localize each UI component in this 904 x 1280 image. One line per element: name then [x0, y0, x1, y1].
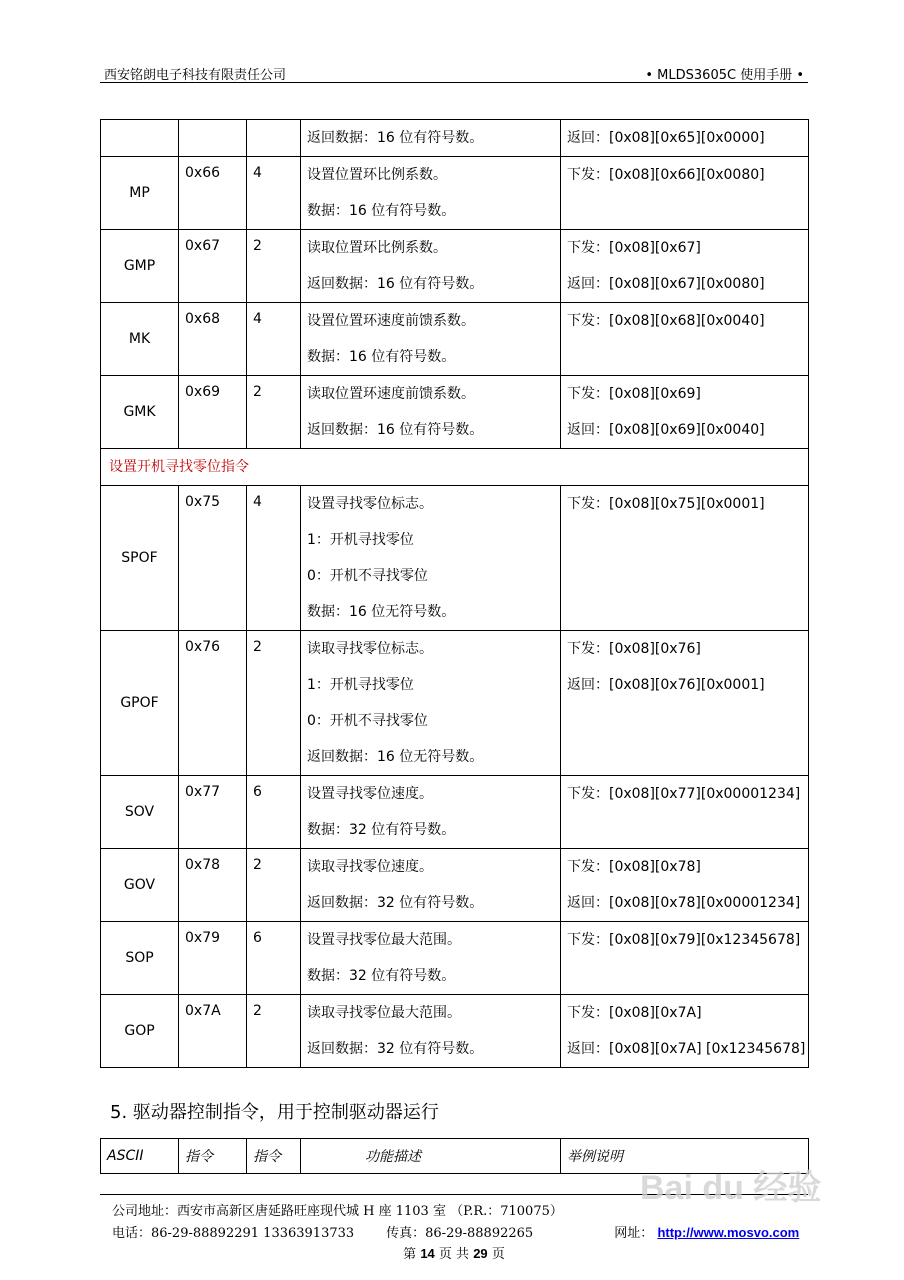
company-name: 西安铭朗电子科技有限责任公司	[104, 68, 287, 83]
description-cell-line: 返回数据：16 位有符号数。	[307, 422, 484, 438]
footer-web-label: 网址：	[614, 1226, 654, 1241]
command-code: 0x79	[179, 922, 247, 995]
description-cell-line: 1：开机寻找零位	[307, 677, 414, 693]
table-row	[101, 995, 809, 1068]
header-code: 指令	[179, 1139, 247, 1174]
command-name: MK	[101, 303, 179, 376]
table-row	[101, 157, 809, 230]
description-cell	[301, 849, 561, 922]
header-ascii: ASCII	[101, 1139, 179, 1174]
description-cell-line: 设置寻找零位速度。	[307, 786, 433, 802]
command-name: MP	[101, 157, 179, 230]
empty-cell	[179, 120, 247, 157]
example-cell	[561, 995, 809, 1068]
empty-cell	[101, 120, 179, 157]
example-cell	[561, 631, 809, 776]
command-length: 2	[247, 230, 301, 303]
command-code: 0x69	[179, 376, 247, 449]
total-pages: 29	[473, 1246, 488, 1261]
command-length: 6	[247, 922, 301, 995]
example-cell-line: 下发：[0x08][0x7A]	[567, 1005, 702, 1021]
command-length: 2	[247, 376, 301, 449]
command-table	[100, 119, 809, 1068]
example-cell-line: 下发：[0x08][0x68][0x0040]	[567, 313, 765, 329]
example-cell-line: 返回：[0x08][0x67][0x0080]	[567, 276, 765, 292]
page-header	[100, 60, 808, 83]
command-name: SOV	[101, 776, 179, 849]
command-name: GMK	[101, 376, 179, 449]
command-code: 0x76	[179, 631, 247, 776]
command-name: SPOF	[101, 486, 179, 631]
description-cell-line: 1：开机寻找零位	[307, 532, 414, 548]
description-cell-line: 读取位置环速度前馈系数。	[307, 386, 475, 402]
example-cell-line: 返回：[0x08][0x78][0x00001234]	[567, 895, 801, 911]
description-cell	[301, 776, 561, 849]
footer-phone: 电话：86-29-88892291 13363913733	[112, 1226, 355, 1241]
description-cell	[301, 486, 561, 631]
description-cell-line: 数据：16 位有符号数。	[307, 203, 456, 219]
description-cell-line: 返回数据：32 位有符号数。	[307, 1041, 484, 1057]
description-cell-line: 数据：32 位有符号数。	[307, 822, 456, 838]
description-cell	[301, 995, 561, 1068]
description-cell-line: 读取寻找零位最大范围。	[307, 1005, 461, 1021]
description-cell	[301, 120, 561, 157]
section-row	[101, 449, 809, 486]
example-cell-line: 下发：[0x08][0x79][0x12345678]	[567, 932, 801, 948]
example-cell-line: 返回：[0x08][0x7A] [0x12345678]	[567, 1041, 806, 1057]
command-code: 0x66	[179, 157, 247, 230]
description-cell-line: 设置寻找零位最大范围。	[307, 932, 461, 948]
command-name: GPOF	[101, 631, 179, 776]
website-link[interactable]: http://www.mosvo.com	[657, 1225, 800, 1240]
command-code: 0x7A	[179, 995, 247, 1068]
command-name: GOV	[101, 849, 179, 922]
example-cell	[561, 486, 809, 631]
table-row	[101, 376, 809, 449]
example-cell	[561, 776, 809, 849]
description-cell-line: 读取位置环比例系数。	[307, 240, 447, 256]
header-len: 指令	[247, 1139, 301, 1174]
command-name: GMP	[101, 230, 179, 303]
table-row	[101, 120, 809, 157]
command-length: 4	[247, 486, 301, 631]
description-cell	[301, 376, 561, 449]
example-cell	[561, 303, 809, 376]
example-cell	[561, 230, 809, 303]
example-cell-line: 返回：[0x08][0x65][0x0000]	[567, 130, 765, 146]
example-cell-line: 下发：[0x08][0x66][0x0080]	[567, 167, 765, 183]
footer-contact	[112, 1222, 799, 1241]
table-row	[101, 303, 809, 376]
header-example: 举例说明	[561, 1139, 809, 1174]
current-page: 14	[420, 1246, 435, 1261]
description-cell	[301, 230, 561, 303]
command-length: 2	[247, 631, 301, 776]
description-cell-line: 设置寻找零位标志。	[307, 496, 433, 512]
description-cell-line: 数据：32 位有符号数。	[307, 968, 456, 984]
description-cell-line: 0：开机不寻找零位	[307, 713, 428, 729]
description-cell-line: 数据：16 位无符号数。	[307, 604, 456, 620]
command-code: 0x68	[179, 303, 247, 376]
example-cell-line: 下发：[0x08][0x78]	[567, 859, 701, 875]
description-cell	[301, 157, 561, 230]
command-length: 4	[247, 157, 301, 230]
description-cell-line: 返回数据：16 位有符号数。	[307, 130, 484, 146]
description-cell-line: 返回数据：16 位有符号数。	[307, 276, 484, 292]
example-cell	[561, 120, 809, 157]
section-5-title: 5. 驱动器控制指令，用于控制驱动器运行	[110, 1102, 439, 1123]
header-desc: 功能描述	[301, 1139, 561, 1174]
example-cell	[561, 376, 809, 449]
command-length: 2	[247, 849, 301, 922]
description-cell-line: 读取寻找零位速度。	[307, 859, 433, 875]
description-cell-line: 设置位置环速度前馈系数。	[307, 313, 475, 329]
example-cell	[561, 922, 809, 995]
command-code: 0x67	[179, 230, 247, 303]
description-cell	[301, 303, 561, 376]
example-cell-line: 下发：[0x08][0x69]	[567, 386, 701, 402]
description-cell-line: 读取寻找零位标志。	[307, 641, 433, 657]
example-cell	[561, 157, 809, 230]
command-code: 0x78	[179, 849, 247, 922]
footer-address: 公司地址：西安市高新区唐延路旺座现代城 H 座 1103 室 （P.R.：710075）	[112, 1204, 563, 1219]
description-cell	[301, 922, 561, 995]
command-code: 0x75	[179, 486, 247, 631]
table-row	[101, 849, 809, 922]
example-cell-line: 返回：[0x08][0x76][0x0001]	[567, 677, 765, 693]
example-cell-line: 下发：[0x08][0x67]	[567, 240, 701, 256]
example-cell	[561, 849, 809, 922]
watermark-logo: Bai du 经验	[640, 1169, 822, 1207]
description-cell-line: 数据：16 位有符号数。	[307, 349, 456, 365]
empty-cell	[247, 120, 301, 157]
section-label: 设置开机寻找零位指令	[101, 449, 809, 486]
example-cell-line: 下发：[0x08][0x76]	[567, 641, 701, 657]
command-name: GOP	[101, 995, 179, 1068]
description-cell-line: 返回数据：16 位无符号数。	[307, 749, 484, 765]
command-length: 4	[247, 303, 301, 376]
command-length: 6	[247, 776, 301, 849]
command-code: 0x77	[179, 776, 247, 849]
example-cell-line: 下发：[0x08][0x77][0x00001234]	[567, 786, 801, 802]
description-cell	[301, 631, 561, 776]
table-row	[101, 922, 809, 995]
footer-fax: 传真：86-29-88892265	[386, 1226, 534, 1241]
table-row	[101, 776, 809, 849]
page-number: 第 14 页 共 29 页	[403, 1246, 505, 1262]
description-cell-line: 设置位置环比例系数。	[307, 167, 447, 183]
table-row	[101, 486, 809, 631]
description-cell-line: 返回数据：32 位有符号数。	[307, 895, 484, 911]
example-cell-line: 返回：[0x08][0x69][0x0040]	[567, 422, 765, 438]
description-cell-line: 0：开机不寻找零位	[307, 568, 428, 584]
table-row	[101, 631, 809, 776]
command-name: SOP	[101, 922, 179, 995]
table-row	[101, 230, 809, 303]
manual-title: • MLDS3605C 使用手册 •	[645, 68, 804, 83]
command-length: 2	[247, 995, 301, 1068]
example-cell-line: 下发：[0x08][0x75][0x0001]	[567, 496, 765, 512]
